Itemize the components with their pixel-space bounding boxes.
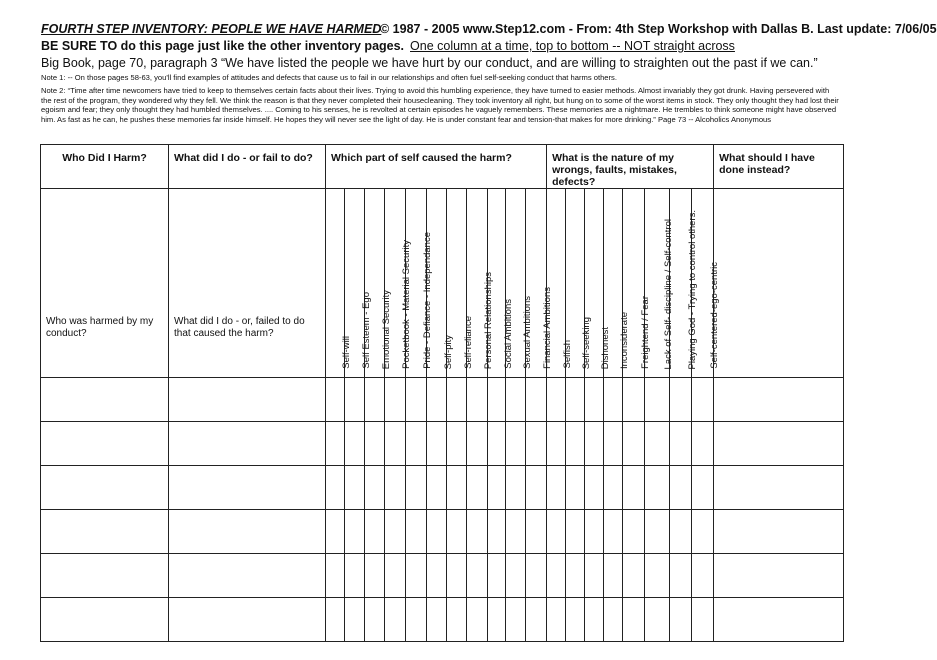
entry-cell xyxy=(488,554,506,598)
self-column-label: Emotional Security xyxy=(380,289,392,369)
entry-cell xyxy=(447,378,467,422)
entry-cell xyxy=(41,378,169,422)
self-column-label: Self-reliance xyxy=(462,316,474,369)
entry-cell xyxy=(692,554,714,598)
entry-cell xyxy=(623,466,645,510)
nature-column-cell xyxy=(585,189,612,378)
entry-cell xyxy=(547,422,566,466)
instruction-bold: BE SURE TO do this page just like the other inventory pages. xyxy=(41,39,405,53)
nature-column-cell xyxy=(566,189,593,378)
entry-cell xyxy=(526,554,547,598)
entry-cell xyxy=(623,422,645,466)
nature-column-cell xyxy=(547,189,574,378)
entry-cell xyxy=(326,510,345,554)
entry-cell xyxy=(547,378,566,422)
entry-cell xyxy=(506,422,526,466)
entry-cell xyxy=(714,466,844,510)
self-column-cell xyxy=(506,189,533,378)
header-what: What did I do - or fail to do? xyxy=(169,145,326,189)
entry-cell xyxy=(645,378,670,422)
entry-cell xyxy=(488,598,506,642)
entry-cell xyxy=(169,422,326,466)
instruction-line xyxy=(41,39,735,53)
nature-column-cell xyxy=(692,189,720,378)
nature-column-label: Self-seeking xyxy=(581,316,593,369)
entry-cell xyxy=(41,554,169,598)
entry-cell xyxy=(714,510,844,554)
entry-cell xyxy=(604,378,623,422)
self-column-label: Self-pity xyxy=(442,334,454,369)
entry-row xyxy=(41,378,844,422)
entry-cell xyxy=(585,510,604,554)
header-nature: What is the nature of my wrongs, faults, mistakes, defects? xyxy=(547,145,714,189)
entry-cell xyxy=(326,598,345,642)
entry-cell xyxy=(365,422,385,466)
note-2: Note 2: “Time after time newcomers have tried to keep to themselves certain facts about their lives. Trying to avoid this humbling experience, they have turned to easier methods. Almost invariably they got drunk. Having persevered with the rest of the program, they wondered why they fell. We think the reason is that they never completed their housecleaning. They took inventory all right, but hung on to some of the worst items in stock. They only thought they had lost their egoism and fear; they only thought they had humbled themselves. .... Coming to his senses, he is revolted at certain episodes he vaguely remembers. These memories are a nightmare. He trembles to think someone might have observed him. As fast as he can, he pushes these memories far inside himself. He hopes they will never see the light of day. He is under constant fear and tension-that makes for more drinking.” Page 73 -- Alcoholics Anonymous xyxy=(41,86,839,124)
entry-cell xyxy=(406,422,427,466)
header-should: What should I have done instead? xyxy=(714,145,844,189)
self-column-cell xyxy=(488,189,514,378)
entry-cell xyxy=(41,422,169,466)
entry-cell xyxy=(326,466,345,510)
nature-column-cell xyxy=(670,189,698,378)
entry-cell xyxy=(345,422,365,466)
entry-cell xyxy=(488,510,506,554)
entry-cell xyxy=(169,378,326,422)
entry-row xyxy=(41,422,844,466)
header-row xyxy=(41,145,844,189)
entry-cell xyxy=(670,510,692,554)
entry-cell xyxy=(692,466,714,510)
entry-cell xyxy=(585,554,604,598)
entry-cell xyxy=(41,466,169,510)
entry-cell xyxy=(447,554,467,598)
entry-cell xyxy=(447,510,467,554)
instruction-underlined: One column at a time, top to bottom -- NOT straight across xyxy=(410,39,735,53)
entry-cell xyxy=(427,598,447,642)
entry-cell xyxy=(467,466,488,510)
entry-cell xyxy=(506,598,526,642)
entry-cell xyxy=(406,554,427,598)
entry-cell xyxy=(526,378,547,422)
self-column-cell xyxy=(365,189,392,378)
prompt-row xyxy=(41,189,844,378)
inventory-table xyxy=(40,144,844,642)
self-column-cell xyxy=(447,189,474,378)
entry-cell xyxy=(714,378,844,422)
self-column-label: Pocketbook - Material Security xyxy=(401,240,412,369)
prompt-who: Who was harmed by my conduct? xyxy=(46,316,154,339)
self-column-cell xyxy=(345,189,372,378)
entry-row xyxy=(41,598,844,642)
entry-cell xyxy=(488,378,506,422)
entry-cell xyxy=(447,466,467,510)
entry-cell xyxy=(427,510,447,554)
entry-cell xyxy=(645,422,670,466)
entry-cell xyxy=(526,510,547,554)
entry-cell xyxy=(526,466,547,510)
entry-cell xyxy=(692,422,714,466)
self-column-label: Financial Ambitions xyxy=(542,287,554,369)
entry-cell xyxy=(623,598,645,642)
entry-cell xyxy=(645,466,670,510)
entry-cell xyxy=(547,598,566,642)
entry-cell xyxy=(566,510,585,554)
entry-cell xyxy=(670,422,692,466)
entry-cell xyxy=(692,378,714,422)
entry-cell xyxy=(427,466,447,510)
entry-cell xyxy=(585,422,604,466)
entry-cell xyxy=(41,510,169,554)
entry-cell xyxy=(670,378,692,422)
nature-column-label: Freightend / Fear xyxy=(639,296,651,369)
nature-column-label: Dishonest xyxy=(600,326,612,369)
entry-cell xyxy=(645,510,670,554)
self-column-cell xyxy=(326,189,352,378)
entry-cell xyxy=(714,422,844,466)
entry-cell xyxy=(585,466,604,510)
entry-cell xyxy=(585,378,604,422)
entry-cell xyxy=(506,466,526,510)
self-column-cell xyxy=(385,189,412,378)
entry-cell xyxy=(345,466,365,510)
entry-cell xyxy=(385,598,406,642)
entry-row xyxy=(41,510,844,554)
title-row xyxy=(41,22,937,36)
entry-cell xyxy=(566,598,585,642)
entry-row xyxy=(41,554,844,598)
nature-column-label: Self-centered-ego-centric xyxy=(708,262,720,369)
entry-cell xyxy=(566,422,585,466)
self-column-label: Social Ambitions xyxy=(502,299,514,369)
entry-cell xyxy=(447,598,467,642)
entry-cell xyxy=(427,422,447,466)
entry-cell xyxy=(345,378,365,422)
entry-cell xyxy=(604,422,623,466)
page-title: FOURTH STEP INVENTORY: PEOPLE WE HAVE HARMED xyxy=(41,22,382,36)
entry-cell xyxy=(623,378,645,422)
entry-cell xyxy=(604,598,623,642)
entry-cell xyxy=(692,598,714,642)
entry-cell xyxy=(385,510,406,554)
nature-column-label: Playing God - Trying to control others. xyxy=(686,209,698,369)
nature-column-cell xyxy=(604,189,631,378)
entry-cell xyxy=(467,422,488,466)
nature-column-label: Lack of Self- discipline / Self-control xyxy=(663,218,675,369)
entry-cell xyxy=(645,598,670,642)
entry-cell xyxy=(345,598,365,642)
entry-cell xyxy=(41,598,169,642)
nature-column-cell xyxy=(645,189,675,378)
note-1: Note 1: -- On those pages 58-63, you'll find examples of attitudes and defects that cause us to fail in our relationships and often fuel self-seeking conduct that harms others. xyxy=(41,73,617,82)
self-column-label: Self-will xyxy=(341,336,352,369)
entry-cell xyxy=(406,510,427,554)
entry-cell xyxy=(406,598,427,642)
self-column-label: Sexual Ambitions xyxy=(521,296,533,369)
entry-cell xyxy=(604,466,623,510)
entry-cell xyxy=(566,554,585,598)
entry-cell xyxy=(365,466,385,510)
entry-cell xyxy=(385,422,406,466)
entry-row xyxy=(41,466,844,510)
entry-cell xyxy=(714,598,844,642)
entry-cell xyxy=(365,510,385,554)
entry-cell xyxy=(506,378,526,422)
prompt-what: What did I do - or, failed to do that caused the harm? xyxy=(174,316,305,339)
entry-cell xyxy=(714,554,844,598)
entry-cell xyxy=(692,510,714,554)
entry-cell xyxy=(365,554,385,598)
entry-cell xyxy=(604,554,623,598)
entry-cell xyxy=(169,554,326,598)
entry-cell xyxy=(326,422,345,466)
entry-cell xyxy=(488,422,506,466)
entry-cell xyxy=(547,510,566,554)
self-column-label: Personal Relationships xyxy=(483,271,494,369)
entry-cell xyxy=(566,378,585,422)
entry-cell xyxy=(670,554,692,598)
header-who: Who Did I Harm? xyxy=(41,145,169,189)
prompt-should-cell xyxy=(714,189,844,378)
entry-cell xyxy=(385,378,406,422)
nature-column-label: Inconsiderate xyxy=(619,311,631,369)
entry-cell xyxy=(345,554,365,598)
entry-cell xyxy=(169,598,326,642)
entry-cell xyxy=(365,378,385,422)
entry-cell xyxy=(604,510,623,554)
entry-cell xyxy=(623,554,645,598)
entry-cell xyxy=(670,598,692,642)
entry-cell xyxy=(467,554,488,598)
entry-cell xyxy=(345,510,365,554)
entry-cell xyxy=(547,466,566,510)
nature-column-label: Selfish xyxy=(562,340,574,369)
prompt-who-cell xyxy=(41,189,169,378)
entry-cell xyxy=(169,466,326,510)
entry-cell xyxy=(406,378,427,422)
self-column-label: Self Esteem - Ego xyxy=(360,292,372,369)
self-column-cell xyxy=(526,189,554,378)
entry-cell xyxy=(169,510,326,554)
entry-cell xyxy=(385,554,406,598)
entry-cell xyxy=(526,598,547,642)
entry-cell xyxy=(670,466,692,510)
self-column-cell xyxy=(406,189,433,378)
entry-cell xyxy=(526,422,547,466)
entry-cell xyxy=(488,466,506,510)
entry-cell xyxy=(585,598,604,642)
entry-cell xyxy=(447,422,467,466)
entry-cell xyxy=(506,510,526,554)
entry-cell xyxy=(506,554,526,598)
prompt-what-cell xyxy=(169,189,326,378)
entry-cell xyxy=(623,510,645,554)
entry-cell xyxy=(467,598,488,642)
entry-cell xyxy=(427,554,447,598)
entry-cell xyxy=(326,554,345,598)
entry-cell xyxy=(427,378,447,422)
entry-cell xyxy=(645,554,670,598)
entry-cell xyxy=(326,378,345,422)
entry-cell xyxy=(365,598,385,642)
nature-column-cell xyxy=(623,189,651,378)
self-column-label: Pride - Defiance - Independance xyxy=(422,232,433,369)
self-column-cell xyxy=(427,189,454,378)
entry-cell xyxy=(547,554,566,598)
entry-cell xyxy=(467,510,488,554)
bigbook-quote: Big Book, page 70, paragraph 3 “We have listed the people we have hurt by our conduct, and are willing to straighten out the past if we can.” xyxy=(41,56,818,70)
entry-cell xyxy=(385,466,406,510)
entry-cell xyxy=(467,378,488,422)
entry-cell xyxy=(406,466,427,510)
entry-cell xyxy=(566,466,585,510)
copyright-credit: © 1987 - 2005 www.Step12.com - From: 4th Step Workshop with Dallas B. Last update: 7/06/05 xyxy=(380,22,937,36)
self-column-cell xyxy=(467,189,494,378)
header-self: Which part of self caused the harm? xyxy=(326,145,547,189)
